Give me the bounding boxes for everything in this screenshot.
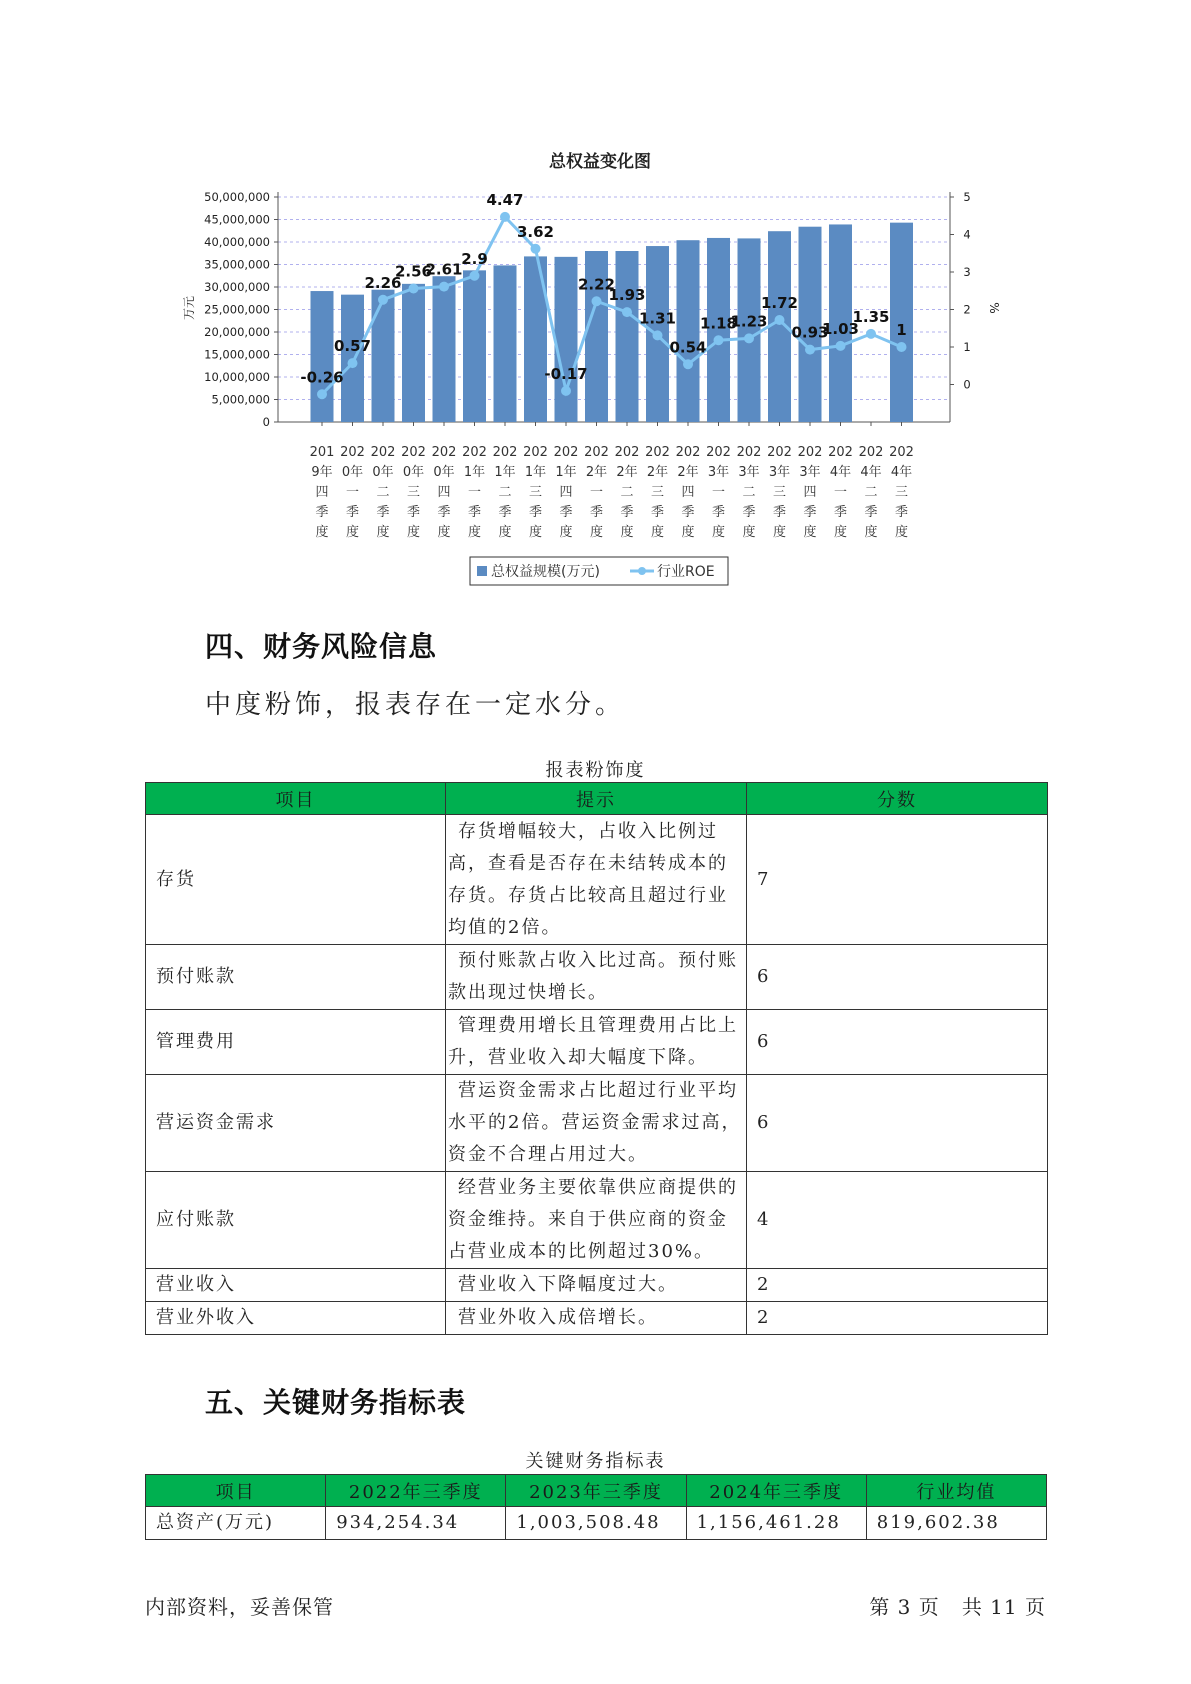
bar	[616, 251, 639, 422]
key-metrics-table	[145, 1474, 1047, 1540]
row-hint: 存货增幅较大，占收入比例过高，查看是否存在未结转成本的存货。存货占比较高且超过行业均值的2倍。	[446, 815, 747, 945]
y-left-tick-label: 25,000,000	[204, 302, 270, 317]
row-score: 6	[747, 1010, 1048, 1075]
x-tick-label: 202 0年三季度	[401, 445, 426, 540]
row-item: 管理费用	[146, 1010, 446, 1075]
y-right-tick-label: 1	[963, 340, 971, 354]
x-tick-label: 202 3年四季度	[797, 445, 823, 540]
roe-data-label: 1.35	[852, 307, 890, 326]
roe-data-label: 2.61	[425, 260, 463, 279]
x-tick-label: 202 1年一季度	[462, 445, 487, 540]
y-left-tick-label: 30,000,000	[204, 280, 270, 294]
table-row	[146, 1302, 1048, 1335]
roe-data-label: 1.23	[730, 312, 768, 331]
row-item: 预付账款	[146, 945, 446, 1010]
header-industry-avg: 行业均值	[866, 1475, 1046, 1507]
roe-point	[653, 330, 663, 340]
risk-summary: 中度粉饰，报表存在一定水分。	[205, 690, 626, 720]
row-item: 营运资金需求	[146, 1075, 446, 1172]
bar	[463, 270, 486, 422]
y-left-tick-label: 5,000,000	[211, 392, 270, 407]
x-tick-label: 202 3年一季度	[706, 445, 731, 540]
row-score: 2	[747, 1269, 1048, 1302]
roe-data-label: 1.72	[760, 294, 799, 312]
section4-heading: 四、财务风险信息	[205, 630, 438, 663]
risk-table-caption: 报表粉饰度	[545, 760, 646, 781]
table-row	[146, 945, 1048, 1010]
table-row	[146, 1269, 1048, 1302]
y-left-axis-label: 万元	[182, 295, 196, 321]
x-tick-label: 202 2年三季度	[645, 445, 670, 540]
table-row	[146, 1010, 1048, 1075]
row-hint: 营运资金需求占比超过行业平均水平的2倍。营运资金需求过高，资金不合理占用过大。	[446, 1075, 747, 1172]
roe-data-label: 0.93	[791, 323, 829, 342]
y-right-axis-label: %	[987, 302, 1001, 314]
risk-table	[145, 782, 1048, 1335]
table-row	[146, 815, 1048, 945]
row-item: 总资产(万元)	[146, 1507, 326, 1540]
y-left-tick-label: 15,000,000	[204, 347, 270, 362]
section5-heading: 五、关键财务指标表	[205, 1386, 467, 1419]
row-hint: 营业收入下降幅度过大。	[446, 1269, 747, 1302]
bar	[494, 265, 517, 422]
roe-point	[317, 389, 327, 399]
bar	[372, 290, 395, 422]
roe-data-label: -0.17	[544, 364, 588, 383]
row-item: 营业外收入	[146, 1302, 446, 1335]
footer-confidential: 内部资料，妥善保管	[145, 1595, 334, 1619]
roe-point	[683, 359, 693, 369]
x-tick-label: 202 3年三季度	[767, 445, 792, 540]
roe-data-label: 0.57	[333, 337, 372, 356]
table-row	[146, 1172, 1048, 1269]
roe-data-label: 2.56	[394, 262, 433, 281]
key-metrics-caption: 关键财务指标表	[525, 1451, 666, 1472]
row-hint: 营业外收入成倍增长。	[446, 1302, 747, 1335]
footer-page-number: 第 3 页 共 11 页	[869, 1595, 1046, 1619]
header-2023q3: 2023年三季度	[506, 1475, 686, 1507]
x-tick-label: 202 1年三季度	[523, 445, 548, 540]
table-row	[146, 1507, 1047, 1540]
roe-point	[897, 342, 907, 352]
roe-data-label: 1.03	[821, 319, 860, 338]
y-left-tick-label: 45,000,000	[204, 212, 270, 227]
x-tick-label: 202 1年二季度	[492, 445, 518, 540]
row-item: 营业收入	[146, 1269, 446, 1302]
roe-point	[744, 333, 754, 343]
chart-title: 总权益变化图	[549, 152, 651, 172]
y-right-tick-label: 3	[963, 265, 971, 279]
x-tick-label: 202 2年二季度	[614, 445, 640, 540]
row-industry-avg: 819,602.38	[866, 1507, 1046, 1540]
roe-point	[409, 284, 419, 294]
y-right-tick-label: 5	[963, 190, 971, 204]
bar	[555, 257, 578, 422]
bar	[311, 291, 334, 422]
row-2023q3: 1,003,508.48	[506, 1507, 686, 1540]
row-score: 7	[747, 815, 1048, 945]
roe-point	[531, 244, 541, 254]
roe-data-label: -0.26	[300, 368, 344, 387]
y-left-tick-label: 35,000,000	[204, 257, 270, 272]
metrics-header-row	[146, 1475, 1047, 1507]
legend-bar-label: 总权益规模(万元)	[491, 564, 600, 580]
row-item: 应付账款	[146, 1172, 446, 1269]
equity-chart-svg	[0, 0, 1191, 600]
header-hint: 提示	[446, 783, 747, 815]
header-item: 项目	[146, 1475, 326, 1507]
roe-data-label: 3.62	[516, 222, 555, 241]
table-row	[146, 1075, 1048, 1172]
row-score: 6	[747, 1075, 1048, 1172]
row-score: 6	[747, 945, 1048, 1010]
roe-point	[805, 345, 815, 355]
roe-point	[622, 307, 632, 317]
roe-data-label: 1.93	[608, 286, 646, 305]
roe-point	[866, 329, 876, 339]
x-tick-label: 202 0年二季度	[370, 445, 396, 540]
bar	[433, 276, 456, 422]
roe-point	[836, 341, 846, 351]
x-tick-label: 202 4年三季度	[889, 445, 914, 540]
roe-point	[561, 386, 571, 396]
header-2022q3: 2022年三季度	[326, 1475, 506, 1507]
y-left-tick-label: 20,000,000	[204, 325, 270, 339]
roe-data-label: 2.22	[577, 275, 616, 294]
roe-point	[500, 212, 510, 222]
y-left-tick-label: 40,000,000	[204, 235, 270, 249]
x-tick-label: 202 4年二季度	[858, 445, 884, 540]
x-tick-label: 202 1年四季度	[553, 445, 579, 540]
row-score: 2	[747, 1302, 1048, 1335]
legend-bar-swatch	[477, 566, 487, 576]
header-2024q3: 2024年三季度	[686, 1475, 866, 1507]
bar	[402, 284, 425, 422]
roe-data-label: 0.54	[669, 338, 707, 357]
legend-line-label: 行业ROE	[657, 564, 715, 580]
roe-data-label: 2.26	[364, 273, 402, 292]
roe-data-label: 1.18	[699, 314, 738, 333]
roe-point	[714, 335, 724, 345]
row-2024q3: 1,156,461.28	[686, 1507, 866, 1540]
x-tick-label: 202 0年一季度	[340, 445, 365, 540]
x-tick-label: 202 2年一季度	[584, 445, 609, 540]
roe-data-label: 1	[896, 321, 907, 339]
y-right-tick-label: 0	[963, 377, 971, 392]
equity-chart	[0, 0, 1191, 600]
legend-line-marker	[638, 567, 646, 575]
x-tick-label: 202 3年二季度	[736, 445, 762, 540]
x-tick-label: 202 2年四季度	[675, 445, 701, 540]
bar	[677, 240, 700, 422]
roe-data-label: 4.47	[486, 190, 524, 209]
row-score: 4	[747, 1172, 1048, 1269]
row-item: 存货	[146, 815, 446, 945]
row-hint: 经营业务主要依靠供应商提供的资金维持。来自于供应商的资金占营业成本的比例超过30%。	[446, 1172, 747, 1269]
y-right-tick-label: 4	[963, 227, 971, 242]
x-tick-label: 202 4年一季度	[828, 445, 853, 540]
y-left-tick-label: 10,000,000	[204, 370, 270, 384]
x-tick-label: 201 9年四季度	[309, 445, 335, 540]
roe-point	[592, 296, 602, 306]
row-hint: 管理费用增长且管理费用占比上升，营业收入却大幅度下降。	[446, 1010, 747, 1075]
header-score: 分数	[747, 783, 1048, 815]
row-hint: 预付账款占收入比过高。预付账款出现过快增长。	[446, 945, 747, 1010]
y-left-tick-label: 0	[262, 415, 270, 429]
header-item: 项目	[146, 783, 446, 815]
y-right-tick-label: 2	[963, 302, 971, 317]
row-2022q3: 934,254.34	[326, 1507, 506, 1540]
risk-table-header-row	[146, 783, 1048, 815]
roe-point	[348, 358, 358, 368]
roe-data-label: 2.9	[461, 249, 488, 268]
y-left-tick-label: 50,000,000	[204, 190, 270, 204]
roe-point	[775, 315, 785, 325]
roe-point	[439, 282, 449, 292]
roe-point	[378, 295, 388, 305]
x-tick-label: 202 0年四季度	[431, 445, 457, 540]
roe-point	[470, 271, 480, 281]
roe-data-label: 1.31	[638, 309, 677, 328]
